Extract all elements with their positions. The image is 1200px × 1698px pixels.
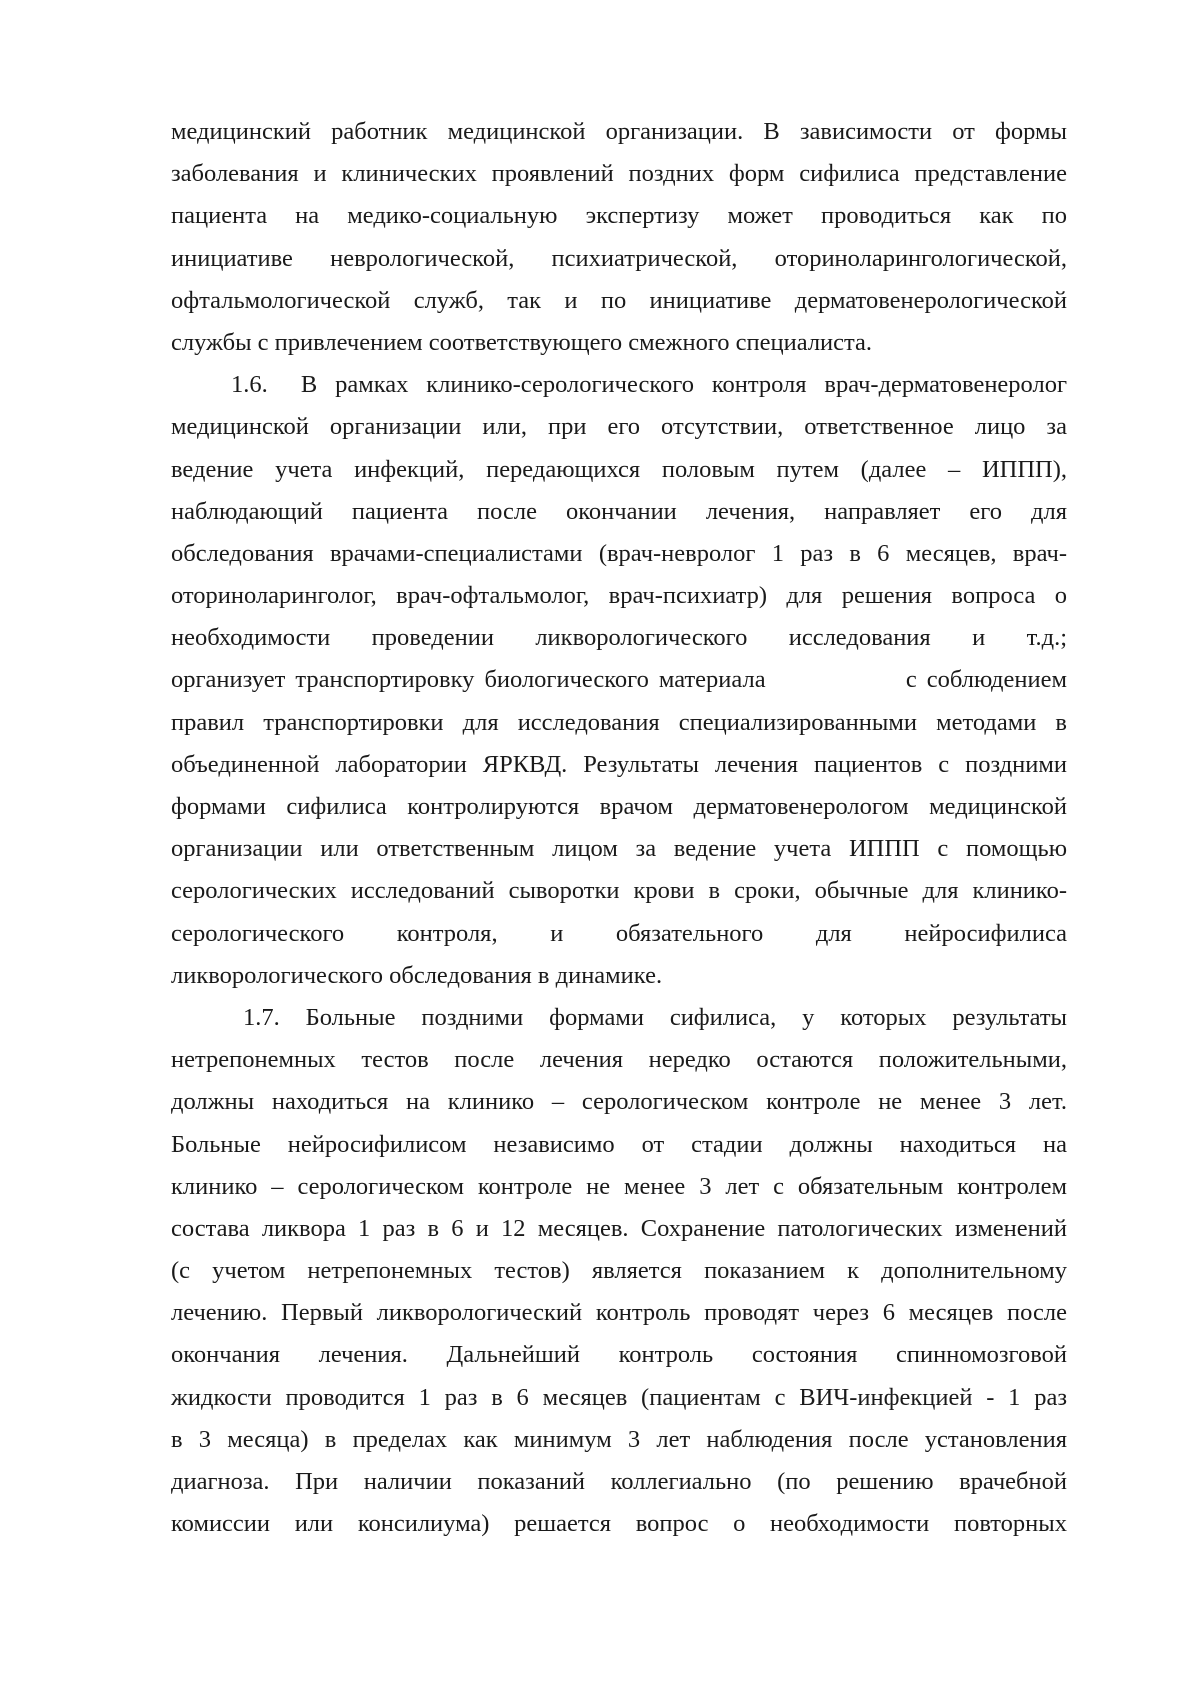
text-line: серологического контроля, и обязательного для нейросифилиса bbox=[171, 919, 1067, 947]
text-line: офтальмологической служб, так и по инициативе дерматовенерологической bbox=[171, 286, 1067, 314]
text-line: объединенной лаборатории ЯРКВД. Результаты лечения пациентов с поздними bbox=[171, 750, 1067, 778]
paragraph-intro bbox=[171, 111, 1067, 364]
text-line: комиссии или консилиума) решается вопрос о необходимости повторных bbox=[171, 1510, 1067, 1538]
text-line: медицинской организации или, при его отсутствии, ответственное лицо за bbox=[171, 413, 1067, 441]
text-line: формами сифилиса контролируются врачом дерматовенерологом медицинской bbox=[171, 793, 1067, 820]
text-line: медицинский работник медицинской организации. В зависимости от формы bbox=[171, 118, 1067, 145]
text-line: обследования врачами-специалистами (врач-невролог 1 раз в 6 месяцев, врач- bbox=[171, 539, 1067, 567]
text-line: организации или ответственным лицом за ведение учета ИППП с помощью bbox=[171, 835, 1067, 863]
document-page bbox=[171, 111, 1067, 1545]
section-number: 1.7. bbox=[243, 1003, 280, 1031]
section-number: 1.6. bbox=[231, 371, 268, 399]
text-line: службы с привлечением соответствующего смежного специалиста. bbox=[171, 328, 873, 356]
text-line: необходимости проведении ликворологического исследования и т.д.; bbox=[171, 624, 1067, 652]
text-line: инициативе неврологической, психиатрической, оториноларингологической, bbox=[171, 244, 1067, 272]
text-line: ведение учета инфекций, передающихся половым путем (далее – ИППП), bbox=[171, 455, 1067, 483]
section-1-7 bbox=[171, 997, 1067, 1545]
text-line: наблюдающий пациента после окончании лечения, направляет его для bbox=[171, 497, 1067, 525]
text-line: окончания лечения. Дальнейший контроль состояния спинномозговой bbox=[171, 1341, 1067, 1369]
text-line: оториноларинголог, врач-офтальмолог, врач-психиатр) для решения вопроса о bbox=[171, 582, 1067, 610]
text-line: клинико – серологическом контроле не менее 3 лет с обязательным контролем bbox=[171, 1172, 1067, 1200]
text-line: правил транспортировки для исследования специализированными методами в bbox=[171, 708, 1067, 736]
text-line: организует транспортировку биологического материала с соблюдением bbox=[171, 666, 1067, 694]
text-line: в 3 месяца) в пределах как минимум 3 лет наблюдения после установления bbox=[171, 1425, 1067, 1453]
text-line: нетрепонемных тестов после лечения нередко остаются положительными, bbox=[171, 1046, 1067, 1074]
text-line: ликворологического обследования в динамике. bbox=[171, 961, 663, 989]
text-line: лечению. Первый ликворологический контроль проводят через 6 месяцев после bbox=[171, 1299, 1067, 1327]
text-line: серологических исследований сыворотки крови в сроки, обычные для клинико- bbox=[171, 877, 1067, 905]
text-line: жидкости проводится 1 раз в 6 месяцев (пациентам с ВИЧ-инфекцией - 1 раз bbox=[171, 1383, 1067, 1411]
text-line: Больные нейросифилисом независимо от стадии должны находиться на bbox=[171, 1130, 1067, 1158]
text-line: должны находиться на клинико – серологическом контроле не менее 3 лет. bbox=[171, 1088, 1067, 1116]
section-1-6 bbox=[171, 364, 1067, 997]
text-line-content: В рамках клинико-серологического контроля врач-дерматовенеролог bbox=[300, 371, 1068, 399]
text-line: заболевания и клинических проявлений поздних форм сифилиса представление bbox=[171, 160, 1067, 188]
text-line: (с учетом нетрепонемных тестов) является показанием к дополнительному bbox=[171, 1257, 1067, 1285]
text-line-first bbox=[171, 364, 1067, 406]
text-line-content: Больные поздними формами сифилиса, у которых результаты bbox=[305, 1003, 1067, 1031]
text-line: состава ликвора 1 раз в 6 и 12 месяцев. Сохранение патологических изменений bbox=[171, 1214, 1067, 1242]
text-line-first bbox=[171, 997, 1067, 1039]
text-line: пациента на медико-социальную экспертизу может проводиться как по bbox=[171, 202, 1067, 230]
text-line: диагноза. При наличии показаний коллегиально (по решению врачебной bbox=[171, 1468, 1067, 1495]
